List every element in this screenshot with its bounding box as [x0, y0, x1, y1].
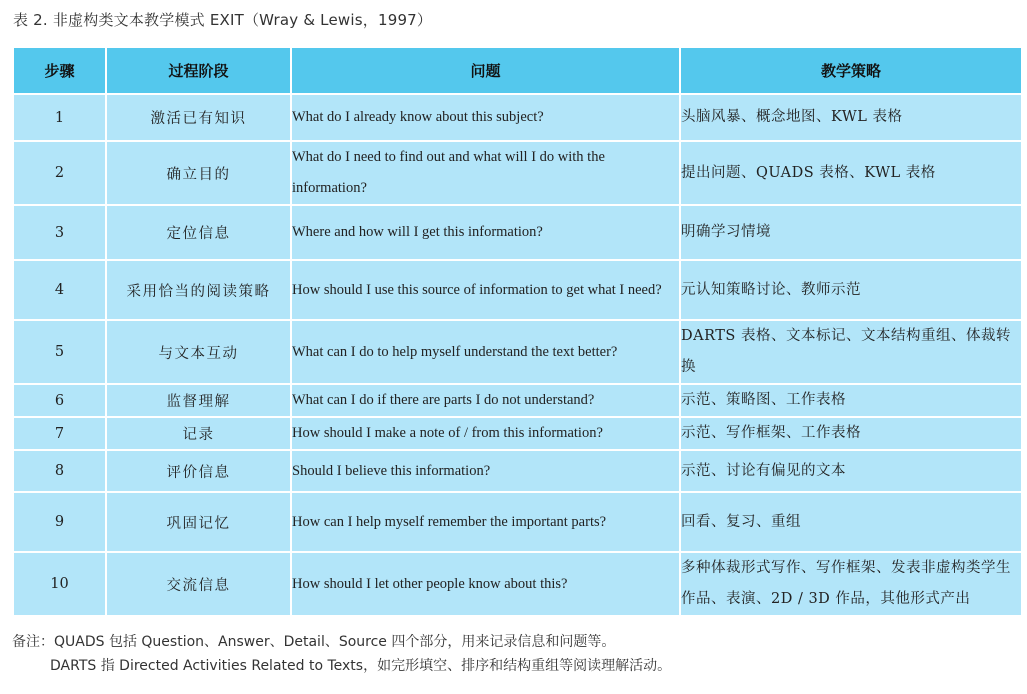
header-strategy: 教学策略 [681, 48, 1021, 95]
cell-question: How can I help myself remember the important parts? [292, 493, 681, 553]
cell-strategy: 头脑风暴、概念地图、KWL 表格 [681, 95, 1021, 142]
table-row [14, 418, 1021, 451]
table-row [14, 451, 1021, 493]
cell-question: Where and how will I get this information? [292, 206, 681, 261]
table-header-row [14, 48, 1021, 95]
cell-question: How should I use this source of information to get what I need? [292, 261, 681, 321]
table-row [14, 321, 1021, 385]
cell-strategy: 示范、讨论有偏见的文本 [681, 451, 1021, 493]
cell-strategy: 多种体裁形式写作、写作框架、发表非虚构类学生作品、表演、2D / 3D 作品，其他形式产出 [681, 553, 1021, 617]
header-step: 步骤 [14, 48, 107, 95]
cell-stage: 巩固记忆 [107, 493, 292, 553]
cell-stage: 与文本互动 [107, 321, 292, 385]
table-caption: 表 2. 非虚构类文本教学模式 EXIT（Wray & Lewis，1997） [13, 11, 433, 29]
cell-question: Should I believe this information? [292, 451, 681, 493]
exit-table [14, 48, 1021, 617]
table-row [14, 385, 1021, 418]
note-darts: DARTS 指 Directed Activities Related to Texts，如完形填空、排序和结构重组等阅读理解活动。 [50, 658, 672, 674]
cell-step: 6 [14, 385, 107, 418]
cell-step: 5 [14, 321, 107, 385]
cell-step: 3 [14, 206, 107, 261]
note-quads: 备注：QUADS 包括 Question、Answer、Detail、Source 四个部分，用来记录信息和问题等。 [12, 634, 616, 650]
cell-step: 9 [14, 493, 107, 553]
cell-question: How should I make a note of / from this information? [292, 418, 681, 451]
cell-stage: 确立目的 [107, 142, 292, 206]
header-stage: 过程阶段 [107, 48, 292, 95]
cell-step: 4 [14, 261, 107, 321]
table-row [14, 142, 1021, 206]
cell-strategy: 元认知策略讨论、教师示范 [681, 261, 1021, 321]
table-row [14, 95, 1021, 142]
cell-question: What can I do if there are parts I do not understand? [292, 385, 681, 418]
cell-step: 8 [14, 451, 107, 493]
cell-step: 7 [14, 418, 107, 451]
table-notes [12, 630, 671, 678]
cell-strategy: 提出问题、QUADS 表格、KWL 表格 [681, 142, 1021, 206]
cell-stage: 交流信息 [107, 553, 292, 617]
cell-question: What do I need to find out and what will I do with the information? [292, 142, 681, 206]
cell-step: 10 [14, 553, 107, 617]
cell-stage: 监督理解 [107, 385, 292, 418]
cell-stage: 激活已有知识 [107, 95, 292, 142]
cell-stage: 评价信息 [107, 451, 292, 493]
cell-question: How should I let other people know about this? [292, 553, 681, 617]
cell-step: 1 [14, 95, 107, 142]
table-row [14, 553, 1021, 617]
cell-step: 2 [14, 142, 107, 206]
cell-strategy: 示范、写作框架、工作表格 [681, 418, 1021, 451]
cell-strategy: 回看、复习、重组 [681, 493, 1021, 553]
cell-stage: 采用恰当的阅读策略 [107, 261, 292, 321]
table-row [14, 261, 1021, 321]
table-row [14, 206, 1021, 261]
cell-question: What can I do to help myself understand the text better? [292, 321, 681, 385]
cell-strategy: 示范、策略图、工作表格 [681, 385, 1021, 418]
cell-strategy: DARTS 表格、文本标记、文本结构重组、体裁转换 [681, 321, 1021, 385]
cell-question: What do I already know about this subject? [292, 95, 681, 142]
cell-stage: 记录 [107, 418, 292, 451]
cell-strategy: 明确学习情境 [681, 206, 1021, 261]
header-question: 问题 [292, 48, 681, 95]
cell-stage: 定位信息 [107, 206, 292, 261]
table-row [14, 493, 1021, 553]
